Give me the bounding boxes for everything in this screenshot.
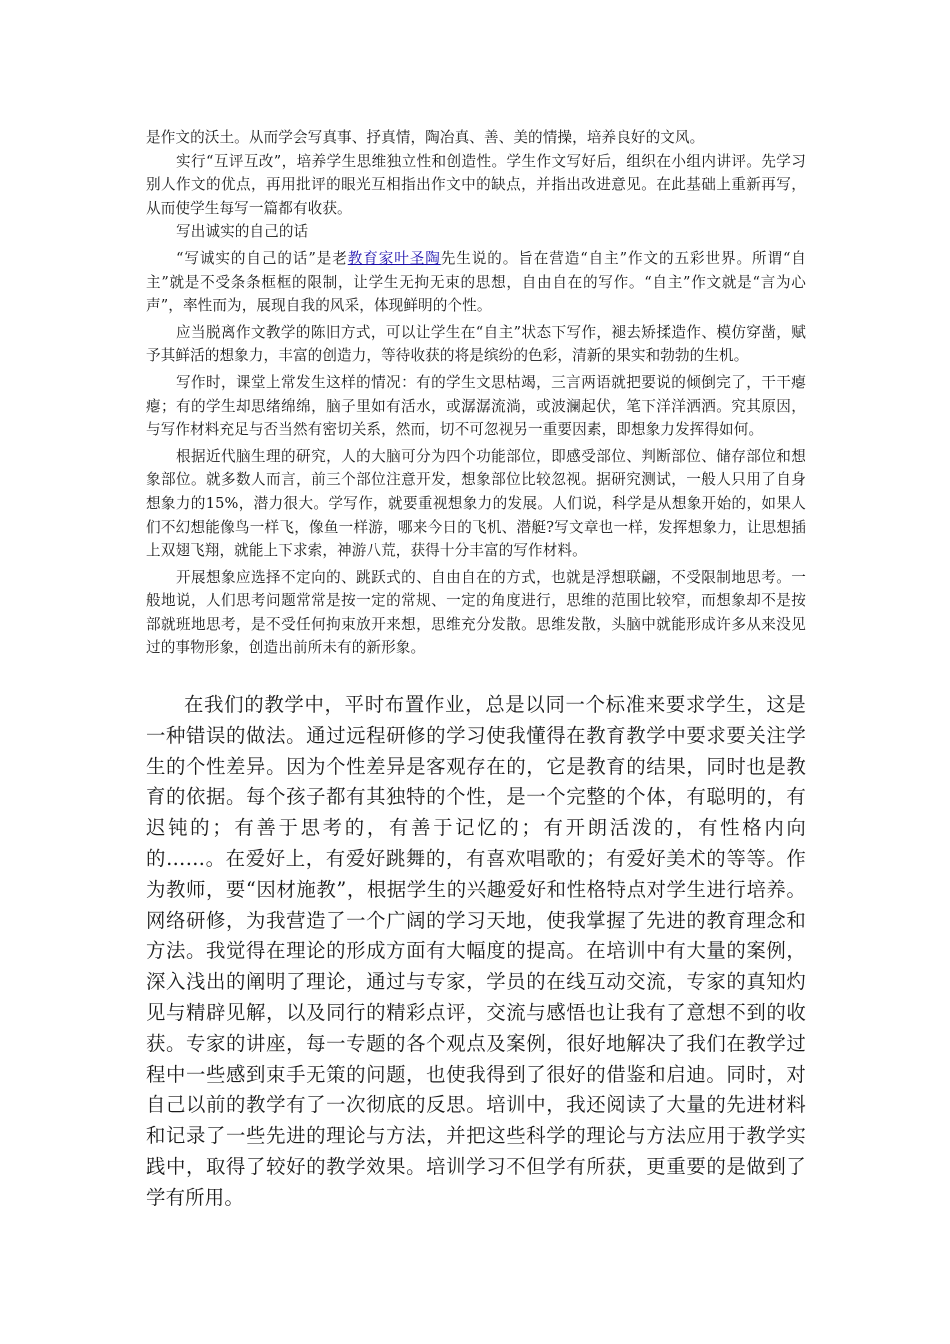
paragraph-training-reflection: 在我们的教学中，平时布置作业，总是以同一个标准来要求学生，这是一种错误的做法。通过远程研修的学习使我懂得在教育教学中要求要关注学生的个性差异。因为个性差异是客观存在的，它是教育的结果，同时也是教育的依据。每个孩子都有其独特的个性，是一个完整的个体，有聪明的，有迟钝的；有善于思考的，有善于记忆的；有开朗活泼的，有性格内向的……。在爱好上，有爱好跳舞的，有喜欢唱歌的；有爱好美术的等等。作为教师，要“因材施教”，根据学生的兴趣爱好和性格特点对学生进行培养。网络研修，为我营造了一个广阔的学习天地，使我掌握了先进的教育理念和方法。我觉得在理论的形成方面有大幅度的提高。在培训中有大量的案例，深入浅出的阐明了理论，通过与专家，学员的在线互动交流，专家的真知灼见与精辟见解，以及同行的精彩点评，交流与感悟也让我有了意想不到的收获。专家的讲座，每一专题的各个观点及案例，很好地解决了我们在教学过程中一些感到束手无策的问题，也使我得到了很好的借鉴和启迪。同时，对自己以前的教学有了一次彻底的反思。培训中，我还阅读了大量的先进材料和记录了一些先进的理论与方法，并把这些科学的理论与方法应用于教学实践中，取得了较好的教学效果。培训学习不但学有所获，更重要的是做到了学有所用。 — [146, 693, 806, 1209]
paragraph-brain-research: 根据近代脑生理的研究，人的大脑可分为四个功能部位，即感受部位、判断部位、储存部位和想象部位。就多数人而言，前三个部位注意开发，想象部位比较忽视。据研究测试，一般人只用了自身想象力的15%，潜力很大。学写作，就要重视想象力的发展。人们说，科学是从想象开始的，如果人们不幻想能像鸟一样飞，像鱼一样游，哪来今日的飞机、潜艇?写文章也一样，发挥想象力，让思想插上双翅飞翔，就能上下求索，神游八荒，获得十分丰富的写作材料。 — [146, 447, 806, 560]
paragraph-imagination: 开展想象应选择不定向的、跳跃式的、自由自在的方式，也就是浮想联翩，不受限制地思考。一般地说，人们思考问题常常是按一定的常规、一定的角度进行，思维的范围比较窄，而想象却不是按部就班地思考，是不受任何拘束放开来想，思维充分发散。思维发散，头脑中就能形成许多从来没见过的事物形象，创造出前所未有的新形象。 — [146, 568, 806, 657]
section-composition-teaching — [146, 126, 806, 660]
educator-link[interactable]: 教育家叶圣陶 — [347, 249, 441, 267]
paragraph-leave-old-ways: 应当脱离作文教学的陈旧方式，可以让学生在“自主”状态下写作，褪去矫揉造作、模仿穿凿，赋予其鲜活的想象力，丰富的创造力，等待收获的将是缤纷的色彩，清新的果实和勃勃的生机。 — [146, 323, 806, 365]
document-page — [146, 126, 806, 1214]
paragraph-text-end: 先生说的。旨在营造“自主”作文的五彩世界。所谓“自主”就是不受条条框框的限制，让学生无拘无束的思想，自由自在的写作。“自主”作文就是“言为心声”，率性而为，展现自我的风采，体现鲜明的个性。 — [146, 249, 807, 315]
paragraph-writing-in-class: 写作时，课堂上常发生这样的情况：有的学生文思枯竭，三言两语就把要说的倾倒完了，干干瘪瘪；有的学生却思绪绵绵，脑子里如有活水，或潺潺流淌，或波澜起伏，笔下洋洋洒洒。究其原因，与写作材料充足与否当然有密切关系，然而，切不可忽视另一重要因素，即想象力发挥得如何。 — [146, 373, 806, 439]
paragraph-peer-review: 实行“互评互改”，培养学生思维独立性和创造性。学生作文写好后，组织在小组内讲评。先学习别人作文的优点，再用批评的眼光互相指出作文中的缺点，并指出改进意见。在此基础上重新再写，从而使学生每写一篇都有收获。 — [146, 152, 806, 217]
paragraph-continued: 是作文的沃土。从而学会写真事、抒真情，陶冶真、善、美的情操，培养良好的文风。 — [146, 129, 705, 146]
paragraph-text-start: “写诚实的自己的话”是老 — [176, 249, 348, 267]
paragraph-honest-words — [146, 247, 806, 318]
section-heading: 写出诚实的自己的话 — [176, 223, 309, 241]
section-remote-training — [146, 690, 806, 1214]
